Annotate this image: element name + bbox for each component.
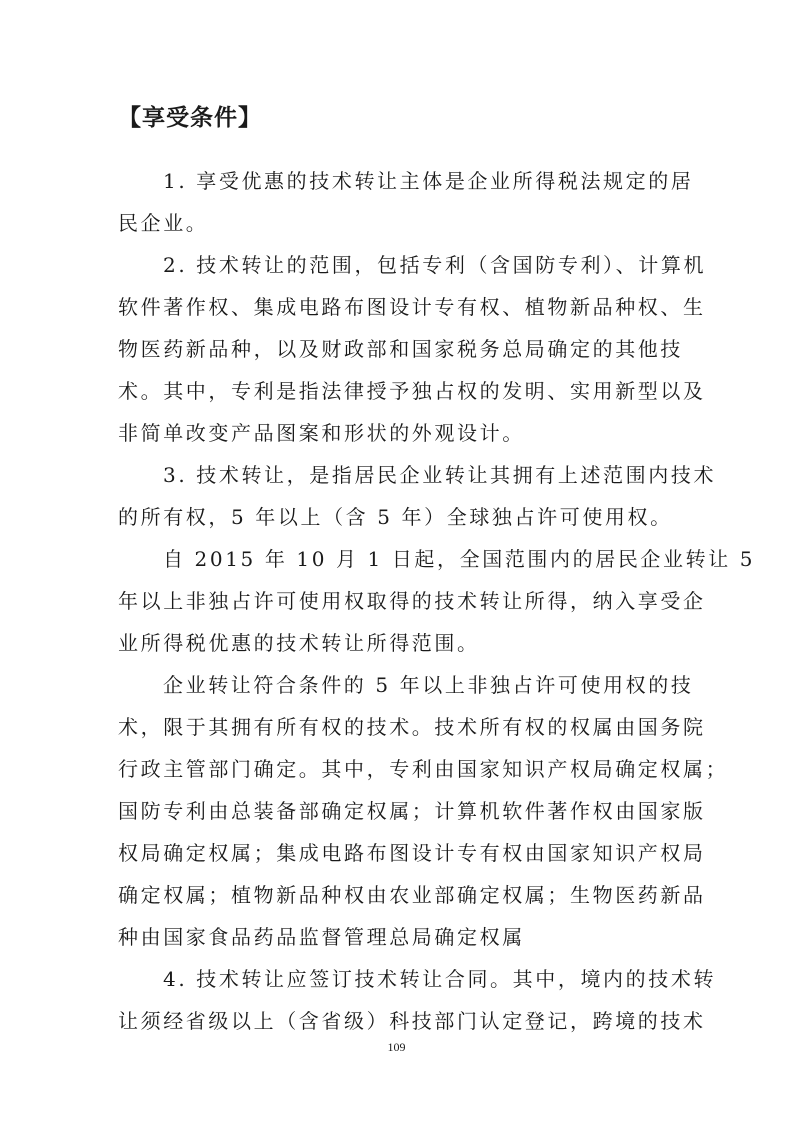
text-line: 2. 技术转让的范围，包括专利（含国防专利）、计算机	[163, 253, 707, 277]
text-line: 业所得税优惠的技术转让所得范围。	[118, 631, 480, 655]
text-line: 软件著作权、集成电路布图设计专有权、植物新品种权、生	[118, 295, 706, 319]
text-line: 的所有权，5 年以上（含 5 年）全球独占许可使用权。	[118, 505, 673, 529]
text-line: 术。其中，专利是指法律授予独占权的发明、实用新型以及	[118, 379, 706, 403]
text-line: 国防专利由总装备部确定权属；计算机软件著作权由国家版	[118, 799, 706, 823]
text-line: 确定权属；植物新品种权由农业部确定权属；生物医药新品	[118, 883, 706, 907]
text-line: 权局确定权属；集成电路布图设计专有权由国家知识产权局	[118, 841, 706, 865]
text-line: 年以上非独占许可使用权取得的技术转让所得，纳入享受企	[118, 589, 706, 613]
text-line: 自 2015 年 10 月 1 日起，全国范围内的居民企业转让 5	[163, 547, 756, 571]
text-line: 术，限于其拥有所有权的技术。技术所有权的权属由国务院	[118, 715, 706, 739]
text-line: 物医药新品种，以及财政部和国家税务总局确定的其他技	[118, 337, 683, 361]
text-line: 非简单改变产品图案和形状的外观设计。	[118, 421, 525, 445]
text-line: 行政主管部门确定。其中，专利由国家知识产权局确定权属；	[118, 757, 729, 781]
text-line: 种由国家食品药品监督管理总局确定权属	[118, 925, 525, 949]
paragraph-3	[118, 454, 717, 538]
page-number: 109	[387, 1040, 406, 1054]
section-heading: 【享受条件】	[118, 105, 262, 131]
text-line: 4. 技术转让应签订技术转让合同。其中，境内的技术转	[163, 967, 717, 991]
paragraph-5	[118, 664, 729, 958]
paragraph-4	[118, 538, 756, 664]
paragraph-1	[118, 160, 694, 244]
paragraph-6	[118, 958, 717, 1042]
paragraph-2	[118, 244, 707, 454]
text-line: 企业转让符合条件的 5 年以上非独占许可使用权的技	[163, 673, 694, 697]
body-text	[118, 160, 756, 1042]
text-line: 让须经省级以上（含省级）科技部门认定登记，跨境的技术	[118, 1009, 706, 1033]
text-line: 1. 享受优惠的技术转让主体是企业所得税法规定的居	[163, 169, 694, 193]
text-line: 民企业。	[118, 211, 209, 235]
text-line: 3. 技术转让，是指居民企业转让其拥有上述范围内技术	[163, 463, 717, 487]
